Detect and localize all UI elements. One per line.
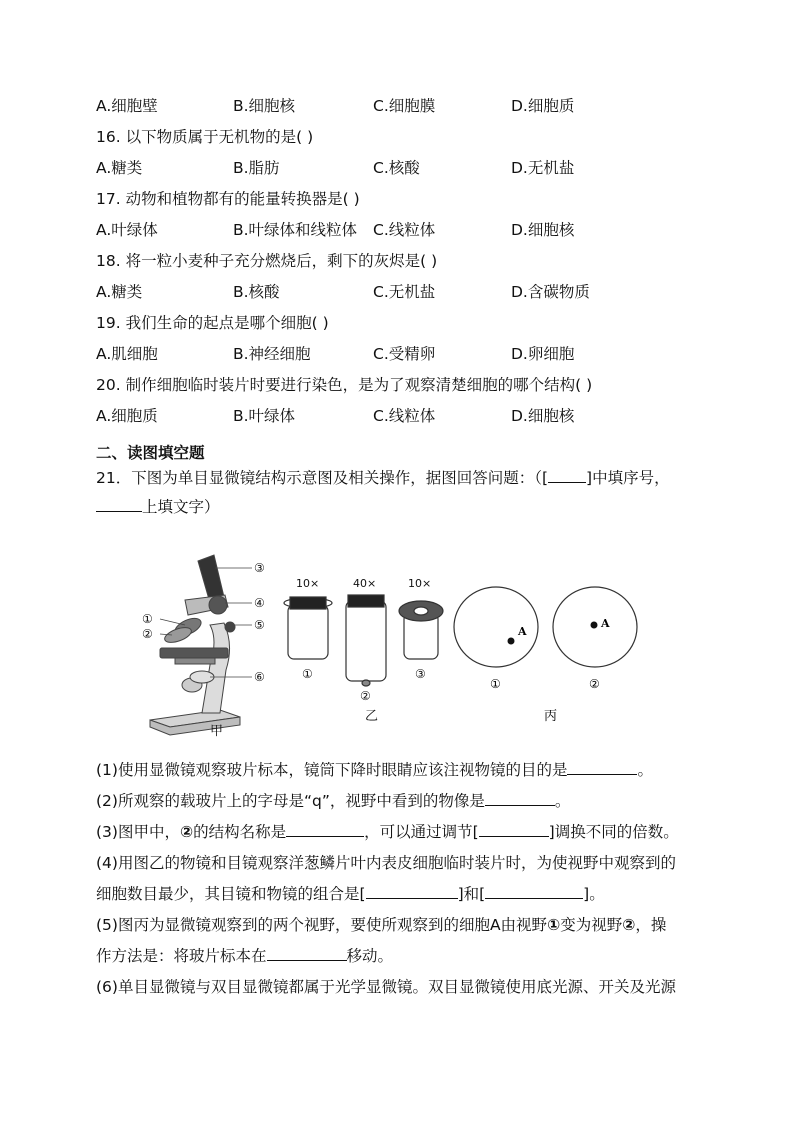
q21-sub4-line1: (4)用图乙的物镜和目镜观察洋葱鳞片叶内表皮细胞临时装片时，为使视野中观察到的: [96, 854, 676, 872]
eyepiece-3: [399, 601, 443, 659]
q16-option-c: C.核酸: [373, 159, 420, 177]
microscope-figure-svg: [130, 545, 650, 745]
q19-option-a: A.肌细胞: [96, 345, 158, 363]
q19-option-d: D.卵细胞: [511, 345, 575, 363]
q16-option-a: A.糖类: [96, 159, 143, 177]
q21-sub6-line1: (6)单目显微镜与双目显微镜都属于光学显微镜。双目显微镜使用底光源、开关及光源: [96, 978, 676, 996]
field-of-view-2: [553, 587, 637, 691]
lens-num-2: ②: [360, 689, 371, 703]
q15-option-a: A.细胞壁: [96, 97, 158, 115]
q20-stem: 20. 制作细胞临时装片时要进行染色，是为了观察清楚细胞的哪个结构( ): [96, 376, 593, 394]
q18-stem: 18. 将一粒小麦种子充分燃烧后，剩下的灰烬是( ): [96, 252, 438, 270]
q18-option-a: A.糖类: [96, 283, 143, 301]
q19-option-b: B.神经细胞: [233, 345, 311, 363]
q15-option-c: C.细胞膜: [373, 97, 436, 115]
q16-stem: 16. 以下物质属于无机物的是( ): [96, 128, 314, 146]
section-heading: 二、读图填空题: [96, 444, 205, 462]
microscope-drawing: [150, 555, 240, 735]
objective-2: [346, 595, 386, 686]
sub5-direction-blank[interactable]: [267, 946, 347, 961]
q16-option-b: B.脂肪: [233, 159, 280, 177]
label-3: ③: [254, 561, 265, 575]
q21-stem-line2: 上填文字）: [96, 497, 220, 517]
q21-sub2: (2)所观察的载玻片上的字母是“q”，视野中看到的物像是 。: [96, 792, 571, 810]
lens-num-3: ③: [415, 667, 426, 681]
q20-option-c: C.线粒体: [373, 407, 436, 425]
label-2: ②: [142, 627, 153, 641]
mag-2: 40×: [353, 577, 377, 590]
caption-jia: 甲: [210, 724, 224, 739]
q18-option-d: D.含碳物质: [511, 283, 590, 301]
q15-option-b: B.细胞核: [233, 97, 296, 115]
q17-stem: 17. 动物和植物都有的能量转换器是( ): [96, 190, 360, 208]
q20-option-d: D.细胞核: [511, 407, 575, 425]
q20-option-a: A.细胞质: [96, 407, 158, 425]
q16-option-d: D.无机盐: [511, 159, 575, 177]
q17-option-c: C.线粒体: [373, 221, 436, 239]
sub1-answer-blank[interactable]: [567, 760, 637, 775]
field-of-view-1: [454, 587, 538, 691]
label-4: ④: [254, 596, 265, 610]
mag-3: 10×: [408, 577, 432, 590]
q21-stem-line1: 21．下图为单目显微镜结构示意图及相关操作，据图回答问题：（[ ]中填序号，: [96, 469, 670, 487]
q18-option-c: C.无机盐: [373, 283, 436, 301]
q17-option-b: B.叶绿体和线粒体: [233, 221, 358, 239]
cell-a-label-2: A: [601, 617, 610, 630]
q21-sub5-line1: (5)图丙为显微镜观察到的两个视野，要使所观察到的细胞A由视野①变为视野②，操: [96, 916, 667, 934]
q18-option-b: B.核酸: [233, 283, 280, 301]
q17-option-a: A.叶绿体: [96, 221, 158, 239]
lens-num-1: ①: [302, 667, 313, 681]
q21-sub1: (1)使用显微镜观察玻片标本，镜筒下降时眼睛应该注视物镜的目的是 。: [96, 761, 653, 779]
q15-option-d: D.细胞质: [511, 97, 575, 115]
mag-1: 10×: [296, 577, 320, 590]
q21-number-blank[interactable]: [548, 468, 586, 483]
field-num-1: ①: [490, 677, 501, 691]
sub3-number-blank[interactable]: [479, 822, 549, 837]
microscope-figure: [130, 545, 650, 745]
q20-option-b: B.叶绿体: [233, 407, 296, 425]
q21-sub3: (3)图甲中，②的结构名称是 ，可以通过调节[ ]调换不同的倍数。: [96, 823, 679, 841]
field-num-2: ②: [589, 677, 600, 691]
sub4-objective-blank[interactable]: [485, 884, 583, 899]
eyepiece-1: [284, 597, 332, 659]
label-1: ①: [142, 612, 153, 626]
q21-sub4-line2: 细胞数目最少，其目镜和物镜的组合是[ ]和[ ]。: [96, 885, 605, 903]
q17-option-d: D.细胞核: [511, 221, 575, 239]
q19-stem: 19. 我们生命的起点是哪个细胞( ): [96, 314, 329, 332]
sub4-eyepiece-blank[interactable]: [366, 884, 458, 899]
caption-bing: 丙: [544, 709, 558, 724]
q19-option-c: C.受精卵: [373, 345, 436, 363]
label-5: ⑤: [254, 618, 265, 632]
q21-text-blank[interactable]: [96, 497, 142, 512]
label-6: ⑥: [254, 670, 265, 684]
q21-sub5-line2: 作方法是：将玻片标本在 移动。: [96, 947, 394, 965]
sub3-name-blank[interactable]: [286, 822, 364, 837]
sub2-answer-blank[interactable]: [485, 791, 555, 806]
cell-a-label-1: A: [518, 625, 527, 638]
caption-yi: 乙: [365, 709, 379, 724]
